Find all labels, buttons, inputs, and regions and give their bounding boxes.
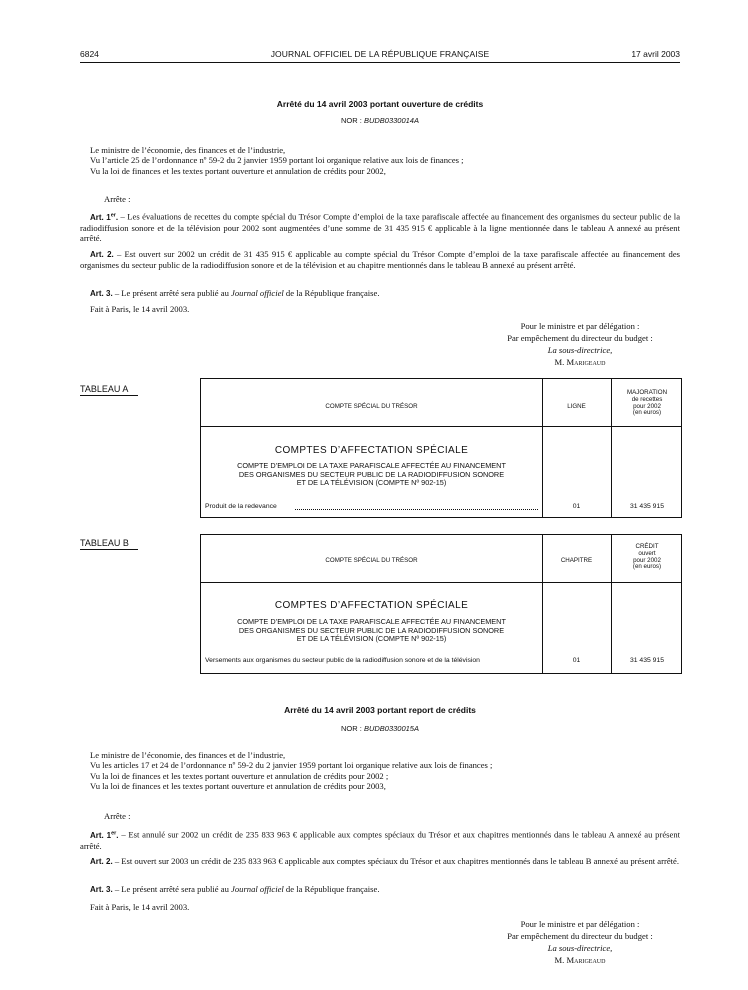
nor-label: NOR : (341, 724, 362, 733)
tableau-a (200, 378, 682, 518)
nor-code: BUDB0330014A (363, 116, 419, 125)
visa-loi-finances: Vu la loi de finances et les textes portant ouverture et annulation de crédits pour 2002, (90, 165, 386, 176)
article-text: – Le présent arrêté sera publié au (112, 884, 232, 894)
arrete1-signature: Pour le ministre et par délégation : Par empêchement du directeur du budget : La sous-directrice, M. Marigeaud (480, 320, 680, 368)
journal-officiel: Journal officiel (231, 884, 284, 894)
nor-code: BUDB0330015A (363, 724, 419, 733)
page-header (80, 49, 680, 63)
header-rule (80, 62, 680, 63)
arrete2-title: Arrêté du 14 avril 2003 portant report de crédits (284, 705, 476, 715)
col-header-majoration: MAJORATION de recettes pour 2002 (en euros) (626, 389, 668, 417)
compte-description: COMPTE D’EMPLOI DE LA TAXE PARAFISCALE AFFECTÉE AU FINANCEMENT DES ORGANISMES DU SECTEUR PUBLIC DE LA RADIODIFFUSION SONORE ET DE LA TÉLÉVISION (COMPTE Nº 902-15) (237, 461, 506, 488)
article-label: Art. 2. (90, 857, 113, 866)
tableau-b (200, 534, 682, 674)
visa-ordonnance: Vu les articles 17 et 24 de l’ordonnance nº 59-2 du 2 janvier 1959 portant loi organique relative aux lois de finances ; (90, 760, 493, 771)
arrete1-visas (80, 145, 680, 176)
page-number: 6824 (80, 49, 99, 59)
arrete1-title: Arrêté du 14 avril 2003 portant ouverture de crédits (276, 99, 484, 109)
arrete2-arrete: Arrête : (104, 811, 131, 821)
arrete2-visas (80, 750, 680, 791)
col-header-compte: COMPTE SPÉCIAL DU TRÉSOR (325, 403, 418, 410)
arrete1-nor (80, 116, 680, 125)
visa-ordonnance: Vu l’article 25 de l’ordonnance nº 59-2 du 2 janvier 1959 portant loi organique relative aux lois de finances ; (90, 155, 464, 166)
article-text: – Les évaluations de recettes du compte spécial du Trésor Compte d’emploi de la taxe parafiscale affectée au financement des organismes du secteur public de la radiodiffusion sonore et de la télévision pour 2002 sont augmentées d’une somme de 31 435 915 € applicable à la ligne mentionnée dans le tableau A annexé au présent arrêté. (80, 211, 681, 244)
arrete2-signature: Pour le ministre et par délégation : Par empêchement du directeur du budget : La sous-directrice, M. Marigeaud (480, 918, 680, 966)
visa-loi-finances-2003: Vu la loi de finances et les textes portant ouverture et annulation de crédits pour 2003, (90, 780, 386, 791)
row-label: Produit de la redevance (205, 503, 277, 510)
issue-date: 17 avril 2003 (631, 49, 680, 59)
arrete1-arrete: Arrête : (104, 194, 131, 204)
journal-title: JOURNAL OFFICIEL DE LA RÉPUBLIQUE FRANÇAISE (270, 49, 490, 59)
signatory-name: M. Marigeaud (554, 357, 606, 367)
article-label: Art. 3. (90, 885, 113, 894)
section-title: COMPTES D’AFFECTATION SPÉCIALE (274, 445, 469, 456)
article-text: – Est ouvert sur 2003 un crédit de 235 833 963 € applicable aux comptes spéciaux du Trésor et aux chapitres mentionnés dans le tableau B annexé au présent arrêté. (112, 856, 679, 866)
journal-officiel: Journal officiel (231, 288, 284, 298)
arrete1-fait: Fait à Paris, le 14 avril 2003. (90, 304, 190, 314)
tableau-b-label: TABLEAU B (80, 538, 138, 550)
article-text: – Est annulé sur 2002 un crédit de 235 833 963 € applicable aux comptes spéciaux du Trésor et aux chapitres mentionnés dans le tableau A annexé au présent arrêté. (80, 829, 681, 851)
arrete2-nor (80, 724, 680, 733)
col-header-credit: CRÉDIT ouvert pour 2002 (en euros) (632, 543, 662, 571)
arrete1-article-1 (80, 210, 680, 244)
compte-description: COMPTE D’EMPLOI DE LA TAXE PARAFISCALE AFFECTÉE AU FINANCEMENT DES ORGANISMES DU SECTEUR PUBLIC DE LA RADIODIFFUSION SONORE ET DE LA TÉLÉVISION (COMPTE Nº 902-15) (237, 617, 506, 644)
col-header-ligne: LIGNE (567, 403, 586, 410)
col-header-compte: COMPTE SPÉCIAL DU TRÉSOR (325, 557, 418, 564)
arrete2-article-3: Art. 3. – Le présent arrêté sera publié au Journal officiel de la République française. (90, 884, 380, 894)
row-amount: 31 435 915 (629, 657, 665, 664)
arrete2-article-2 (80, 856, 680, 867)
section-title: COMPTES D’AFFECTATION SPÉCIALE (274, 600, 469, 611)
leader-dots (295, 509, 538, 510)
article-label: Art. 1er. (90, 212, 119, 222)
signatory-name: M. Marigeaud (554, 955, 606, 965)
article-label: Art. 2. (90, 250, 114, 259)
arrete1-article-2 (80, 249, 680, 271)
row-ligne: 01 (572, 503, 581, 510)
article-text: – Est ouvert sur 2002 un crédit de 31 435 915 € applicable au compte spécial du Trésor Compte d’emploi de la taxe parafiscale affectée au financement des organismes du secteur public de la radiodiffusion sonore et de la télévision et au chapitre mentionnés dans le tableau B annexé au présent arrêté. (80, 249, 680, 271)
tableau-a-label: TABLEAU A (80, 384, 138, 396)
arrete2-fait: Fait à Paris, le 14 avril 2003. (90, 902, 190, 912)
row-chapitre: 01 (572, 657, 581, 664)
article-text: – Le présent arrêté sera publié au (112, 288, 232, 298)
row-label: Versements aux organismes du secteur public de la radiodiffusion sonore et de la télévision (205, 657, 480, 664)
article-label: Art. 1er. (90, 830, 119, 840)
arrete2-article-1 (80, 828, 680, 851)
article-label: Art. 3. (90, 289, 113, 298)
visa-loi-finances-2002: Vu la loi de finances et les textes portant ouverture et annulation de crédits pour 2002 ; (90, 770, 389, 781)
arrete1-article-3: Art. 3. – Le présent arrêté sera publié au Journal officiel de la République française. (90, 288, 380, 298)
nor-label: NOR : (341, 116, 362, 125)
row-amount: 31 435 915 (629, 503, 665, 510)
visa-ministre: Le ministre de l’économie, des finances et de l’industrie, (90, 750, 286, 760)
col-header-chapitre: CHAPITRE (560, 557, 593, 564)
visa-ministre: Le ministre de l’économie, des finances et de l’industrie, (90, 145, 286, 155)
